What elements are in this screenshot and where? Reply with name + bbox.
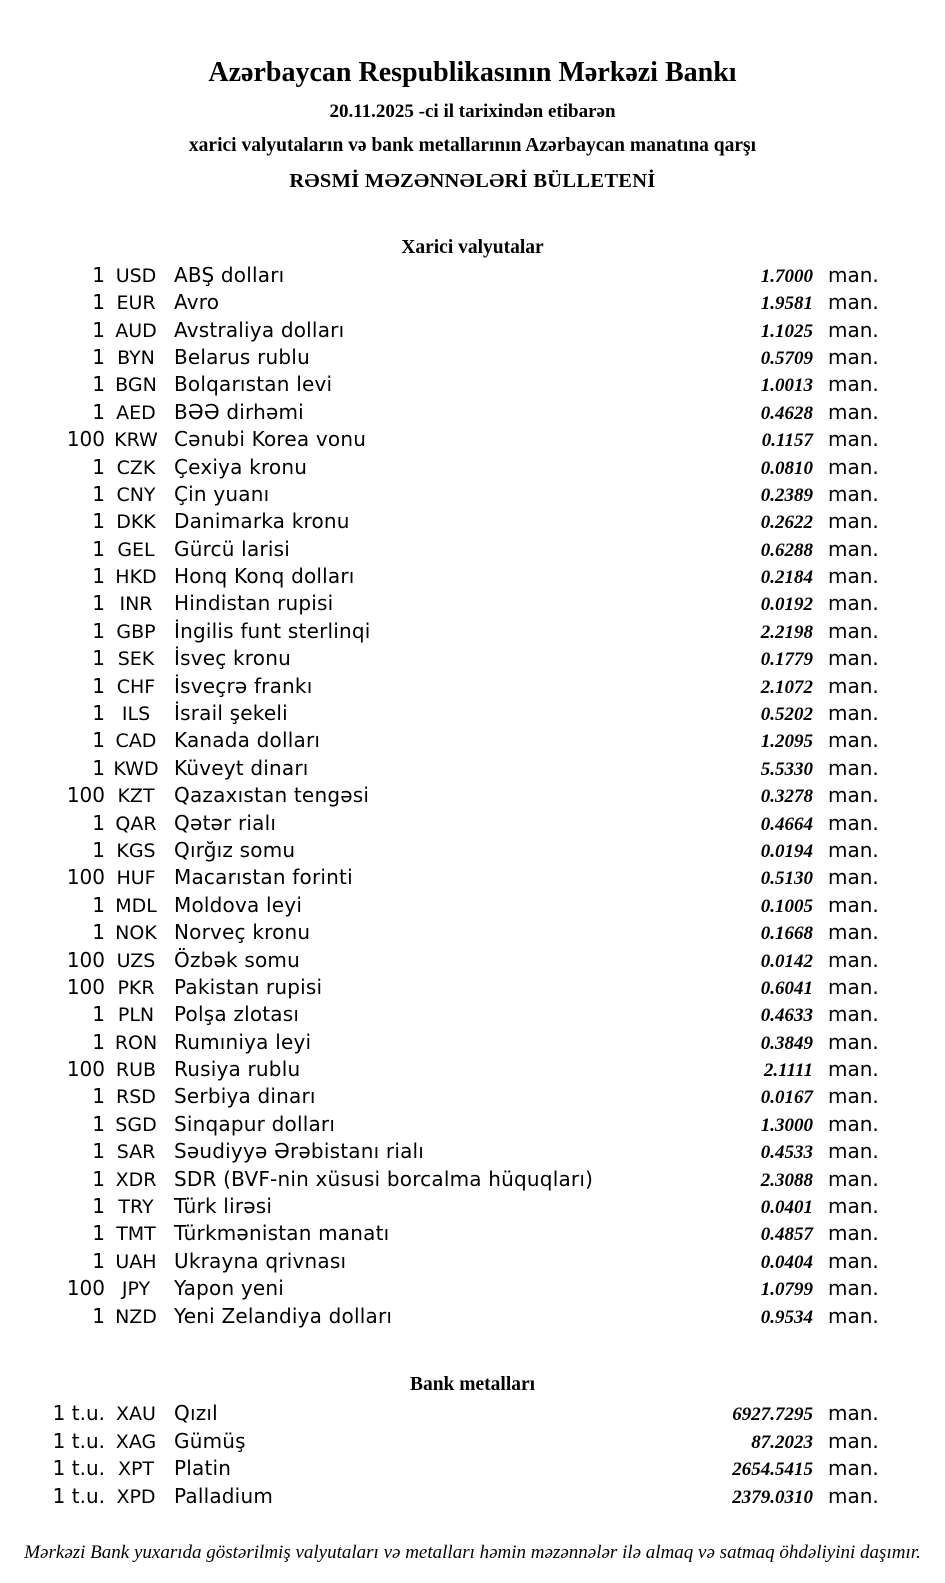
name-cell: Moldova leyi [174,892,303,917]
code-cell: DKK [116,511,156,534]
rate-row [0,318,945,345]
code-cell: PLN [117,1004,155,1027]
bulletin-title: RƏSMİ MƏZƏNNƏLƏRİ BÜLLETENİ [289,169,656,192]
amount-cell: 1 [92,728,105,753]
code-cell: RUB [115,1059,157,1082]
amount-cell: 1 [92,509,105,534]
unit-cell: man. [828,947,879,972]
rate-row [0,948,945,975]
code-cell: NZD [115,1305,157,1328]
code-cell: UAH [115,1250,157,1273]
code-cell: AED [116,401,156,424]
code-cell: ILS [121,703,151,726]
rate-cell: 6927.7295 [732,1404,813,1426]
name-cell: Polşa zlotası [174,1002,300,1027]
amount-cell: 1 [92,1166,105,1191]
rate-row [0,1276,945,1303]
unit-cell: man. [828,618,879,643]
name-cell: Türk lirəsi [174,1194,273,1219]
code-cell: USD [115,264,157,287]
rate-row [0,756,945,783]
amount-cell: 100 [66,865,105,890]
amount-cell: 1 [92,1139,105,1164]
name-cell: Rumıniya leyi [174,1029,312,1054]
name-cell: Rusiya rublu [174,1057,301,1082]
amount-cell: 100 [66,427,105,452]
unit-cell: man. [828,399,879,424]
unit-cell: man. [828,427,879,452]
name-cell: Avro [174,290,220,315]
name-cell: SDR (BVF-nin xüsusi borcalma hüquqları) [174,1166,594,1191]
amount-cell: 1 [92,1194,105,1219]
amount-cell: 1 [92,454,105,479]
amount-cell: 1 [92,810,105,835]
code-cell: CAD [115,730,157,753]
code-cell: QAR [115,812,157,835]
name-cell: Kanada dolları [174,728,321,753]
name-cell: Ukrayna qrivnası [174,1248,347,1273]
unit-cell: man. [828,1139,879,1164]
unit-cell: man. [828,317,879,342]
name-cell: Platin [174,1456,232,1481]
code-cell: KWD [113,757,159,780]
rate-cell: 0.5130 [760,868,813,890]
unit-cell: man. [828,372,879,397]
code-cell: CZK [116,456,156,479]
rate-row [0,564,945,591]
rate-row [0,619,945,646]
code-cell: BYN [117,346,155,369]
amount-cell: 100 [66,974,105,999]
amount-cell: 1 [92,701,105,726]
rate-row [0,701,945,728]
code-cell: SAR [116,1141,156,1164]
bank-title: Azərbaycan Respublikasının Mərkəzi Bankı [208,57,737,88]
rate-cell: 0.1005 [760,895,813,917]
amount-cell: 100 [66,1276,105,1301]
rate-cell: 0.1668 [760,923,813,945]
rate-row [0,1194,945,1221]
amount-cell: 1 [92,646,105,671]
rate-cell: 1.0799 [760,1279,813,1301]
rate-cell: 2.2198 [760,621,813,643]
rate-row [0,975,945,1002]
rate-cell: 5.5330 [760,758,813,780]
rate-cell: 0.0192 [760,594,813,616]
rate-cell: 0.4533 [760,1142,813,1164]
amount-cell: 1 t.u. [52,1456,105,1481]
rate-row [0,1084,945,1111]
rate-row [0,591,945,618]
code-cell: INR [119,593,153,616]
unit-cell: man. [828,1276,879,1301]
code-cell: SEK [117,648,155,671]
code-cell: KGS [116,839,156,862]
rate-cell: 2.3088 [760,1169,813,1191]
code-cell: GEL [117,538,155,561]
name-cell: Yeni Zelandiya dolları [174,1303,393,1328]
name-cell: Qətər rialı [174,810,277,835]
name-cell: İsveçrə frankı [174,673,313,698]
unit-cell: man. [828,564,879,589]
effective-date-line: 20.11.2025 -ci il tarixindən etibarən [329,100,616,122]
name-cell: Bolqarıstan levi [174,372,333,397]
rate-cell: 0.0167 [760,1087,813,1109]
unit-cell: man. [828,1002,879,1027]
code-cell: KRW [114,429,158,452]
code-cell: RON [114,1031,158,1054]
amount-cell: 1 [92,1111,105,1136]
rate-row [0,537,945,564]
unit-cell: man. [828,262,879,287]
name-cell: Səudiyyə Ərəbistanı rialı [174,1139,425,1164]
unit-cell: man. [828,1221,879,1246]
amount-cell: 1 [92,673,105,698]
unit-cell: man. [828,755,879,780]
code-cell: SGD [115,1113,157,1136]
rate-row [0,1112,945,1139]
name-cell: Gürcü larisi [174,536,290,561]
name-cell: Cənubi Korea vonu [174,427,367,452]
rate-cell: 0.0401 [760,1197,813,1219]
rate-cell: 0.0810 [760,457,813,479]
amount-cell: 1 t.u. [52,1401,105,1426]
code-cell: XAU [116,1403,156,1426]
name-cell: Avstraliya dolları [174,317,345,342]
unit-cell: man. [828,1057,879,1082]
metals-table [0,1401,945,1511]
name-cell: İsrail şekeli [174,701,288,726]
rate-cell: 0.0194 [760,840,813,862]
amount-cell: 100 [66,1057,105,1082]
rate-cell: 0.3849 [760,1032,813,1054]
rate-row [0,811,945,838]
amount-cell: 1 [92,372,105,397]
rate-row [0,1304,945,1331]
name-cell: Özbək somu [174,947,300,972]
unit-cell: man. [828,728,879,753]
amount-cell: 1 [92,536,105,561]
unit-cell: man. [828,865,879,890]
rate-row [0,1429,945,1457]
name-cell: Qazaxıstan tengəsi [174,783,370,808]
code-cell: XDR [115,1168,157,1191]
rate-cell: 0.1157 [761,430,813,452]
rate-row [0,482,945,509]
name-cell: Palladium [174,1483,273,1508]
unit-cell: man. [828,591,879,616]
rate-cell: 0.4628 [760,402,813,424]
code-cell: RSD [116,1086,156,1109]
rate-row [0,263,945,290]
unit-cell: man. [828,783,879,808]
code-cell: GBP [116,620,156,643]
unit-cell: man. [828,1428,879,1453]
rate-cell: 0.3278 [760,786,813,808]
bulletin-subtitle: xarici valyutaların və bank metallarının Azərbaycan manatına qarşı [188,135,757,157]
rate-row [0,1057,945,1084]
unit-cell: man. [828,810,879,835]
code-cell: AUD [115,319,157,342]
rate-cell: 0.4857 [760,1224,813,1246]
rate-cell: 0.4633 [760,1005,813,1027]
rate-row [0,400,945,427]
rate-row [0,728,945,755]
unit-cell: man. [828,837,879,862]
rate-row [0,838,945,865]
rate-row [0,1221,945,1248]
code-cell: TMT [116,1223,156,1246]
rate-cell: 0.9534 [760,1306,813,1328]
rate-cell: 1.1025 [760,320,813,342]
rate-row [0,783,945,810]
amount-cell: 1 [92,1002,105,1027]
code-cell: CHF [116,675,156,698]
name-cell: Honq Konq dolları [174,564,355,589]
code-cell: UZS [116,949,156,972]
amount-cell: 1 [92,1248,105,1273]
rate-cell: 1.3000 [760,1114,813,1136]
name-cell: Belarus rublu [174,344,310,369]
code-cell: NOK [115,922,157,945]
amount-cell: 1 [92,344,105,369]
rate-cell: 0.2389 [760,484,813,506]
rate-row [0,509,945,536]
amount-cell: 100 [66,783,105,808]
rate-row [0,1002,945,1029]
code-cell: JPY [121,1278,151,1301]
rate-cell: 0.5202 [760,704,813,726]
unit-cell: man. [828,892,879,917]
currencies-section-title: Xarici valyutalar [401,237,544,259]
code-cell: BGN [115,374,157,397]
code-cell: XAG [115,1430,157,1453]
amount-cell: 1 [92,920,105,945]
unit-cell: man. [828,1111,879,1136]
rate-cell: 0.0142 [760,950,813,972]
rate-cell: 0.6288 [760,539,813,561]
code-cell: KZT [117,785,155,808]
unit-cell: man. [828,1401,879,1426]
rate-row [0,1456,945,1484]
amount-cell: 1 [92,317,105,342]
amount-cell: 1 [92,591,105,616]
name-cell: Sinqapur dolları [174,1111,336,1136]
name-cell: Çin yuanı [174,481,270,506]
rate-cell: 0.4664 [760,813,813,835]
unit-cell: man. [828,454,879,479]
name-cell: Norveç kronu [174,920,311,945]
rate-cell: 1.0013 [760,375,813,397]
unit-cell: man. [828,1483,879,1508]
name-cell: İsveç kronu [174,646,291,671]
name-cell: Çexiya kronu [174,454,308,479]
unit-cell: man. [828,920,879,945]
rate-row [0,372,945,399]
name-cell: Gümüş [174,1428,246,1453]
rate-row [0,1484,945,1512]
unit-cell: man. [828,974,879,999]
rate-cell: 0.6041 [760,977,813,999]
rate-cell: 0.5709 [760,347,813,369]
unit-cell: man. [828,536,879,561]
currencies-table [0,263,945,1331]
rate-row [0,674,945,701]
rate-row [0,893,945,920]
amount-cell: 1 [92,1303,105,1328]
name-cell: Türkmənistan manatı [174,1221,390,1246]
name-cell: İngilis funt sterlinqi [174,618,371,643]
unit-cell: man. [828,673,879,698]
rate-cell: 1.9581 [760,293,813,315]
unit-cell: man. [828,1084,879,1109]
rate-row [0,920,945,947]
unit-cell: man. [828,1456,879,1481]
amount-cell: 100 [66,947,105,972]
rate-cell: 0.1779 [760,649,813,671]
rate-row [0,455,945,482]
bulletin-header [0,0,945,193]
amount-cell: 1 [92,1084,105,1109]
name-cell: Qızıl [174,1401,218,1426]
name-cell: Yapon yeni [174,1276,285,1301]
amount-cell: 1 [92,892,105,917]
unit-cell: man. [828,1248,879,1273]
code-cell: XPD [116,1485,156,1508]
code-cell: TRY [118,1196,154,1219]
name-cell: Macarıstan forinti [174,865,353,890]
amount-cell: 1 [92,837,105,862]
name-cell: Serbiya dinarı [174,1084,316,1109]
rate-cell: 0.2622 [760,512,813,534]
amount-cell: 1 [92,755,105,780]
rate-row [0,427,945,454]
unit-cell: man. [828,290,879,315]
amount-cell: 1 [92,1029,105,1054]
unit-cell: man. [828,701,879,726]
code-cell: PKR [117,976,155,999]
unit-cell: man. [828,1029,879,1054]
rate-cell: 2654.5415 [732,1459,813,1481]
unit-cell: man. [828,1166,879,1191]
unit-cell: man. [828,344,879,369]
unit-cell: man. [828,1303,879,1328]
rate-row [0,646,945,673]
amount-cell: 1 [92,262,105,287]
amount-cell: 1 [92,290,105,315]
rate-row [0,290,945,317]
code-cell: HKD [115,566,157,589]
amount-cell: 1 [92,618,105,643]
rate-row [0,345,945,372]
rate-cell: 87.2023 [751,1431,813,1453]
amount-cell: 1 [92,481,105,506]
code-cell: HUF [116,867,156,890]
rate-row [0,1167,945,1194]
metals-section-title: Bank metalları [409,1374,536,1395]
amount-cell: 1 [92,564,105,589]
amount-cell: 1 t.u. [52,1428,105,1453]
code-cell: XPT [117,1458,155,1481]
rate-cell: 0.2184 [760,567,813,589]
name-cell: ABŞ dolları [174,262,285,287]
code-cell: EUR [116,292,156,315]
rate-row [0,1030,945,1057]
rate-cell: 1.2095 [760,731,813,753]
code-cell: CNY [116,483,156,506]
name-cell: Pakistan rupisi [174,974,323,999]
unit-cell: man. [828,646,879,671]
name-cell: Küveyt dinarı [174,755,309,780]
name-cell: BƏƏ dirhəmi [174,399,304,424]
rate-row [0,1139,945,1166]
rate-cell: 0.0404 [760,1251,813,1273]
name-cell: Danimarka kronu [174,509,350,534]
name-cell: Hindistan rupisi [174,591,334,616]
rate-row [0,865,945,892]
amount-cell: 1 [92,399,105,424]
unit-cell: man. [828,509,879,534]
amount-cell: 1 t.u. [52,1483,105,1508]
unit-cell: man. [828,1194,879,1219]
unit-cell: man. [828,481,879,506]
obligation-note: Mərkəzi Bank yuxarıda göstərilmiş valyutaları və metalları həmin məzənnələr ilə almaq və satmaq öhdəliyini daşımır. [24,1542,921,1564]
rate-cell: 1.7000 [760,265,813,287]
amount-cell: 1 [92,1221,105,1246]
rate-cell: 2379.0310 [732,1486,813,1508]
code-cell: MDL [115,894,157,917]
rate-row [0,1401,945,1429]
rate-row [0,1249,945,1276]
name-cell: Qırğız somu [174,837,296,862]
rate-cell: 2.1111 [763,1060,813,1082]
rate-cell: 2.1072 [760,676,813,698]
